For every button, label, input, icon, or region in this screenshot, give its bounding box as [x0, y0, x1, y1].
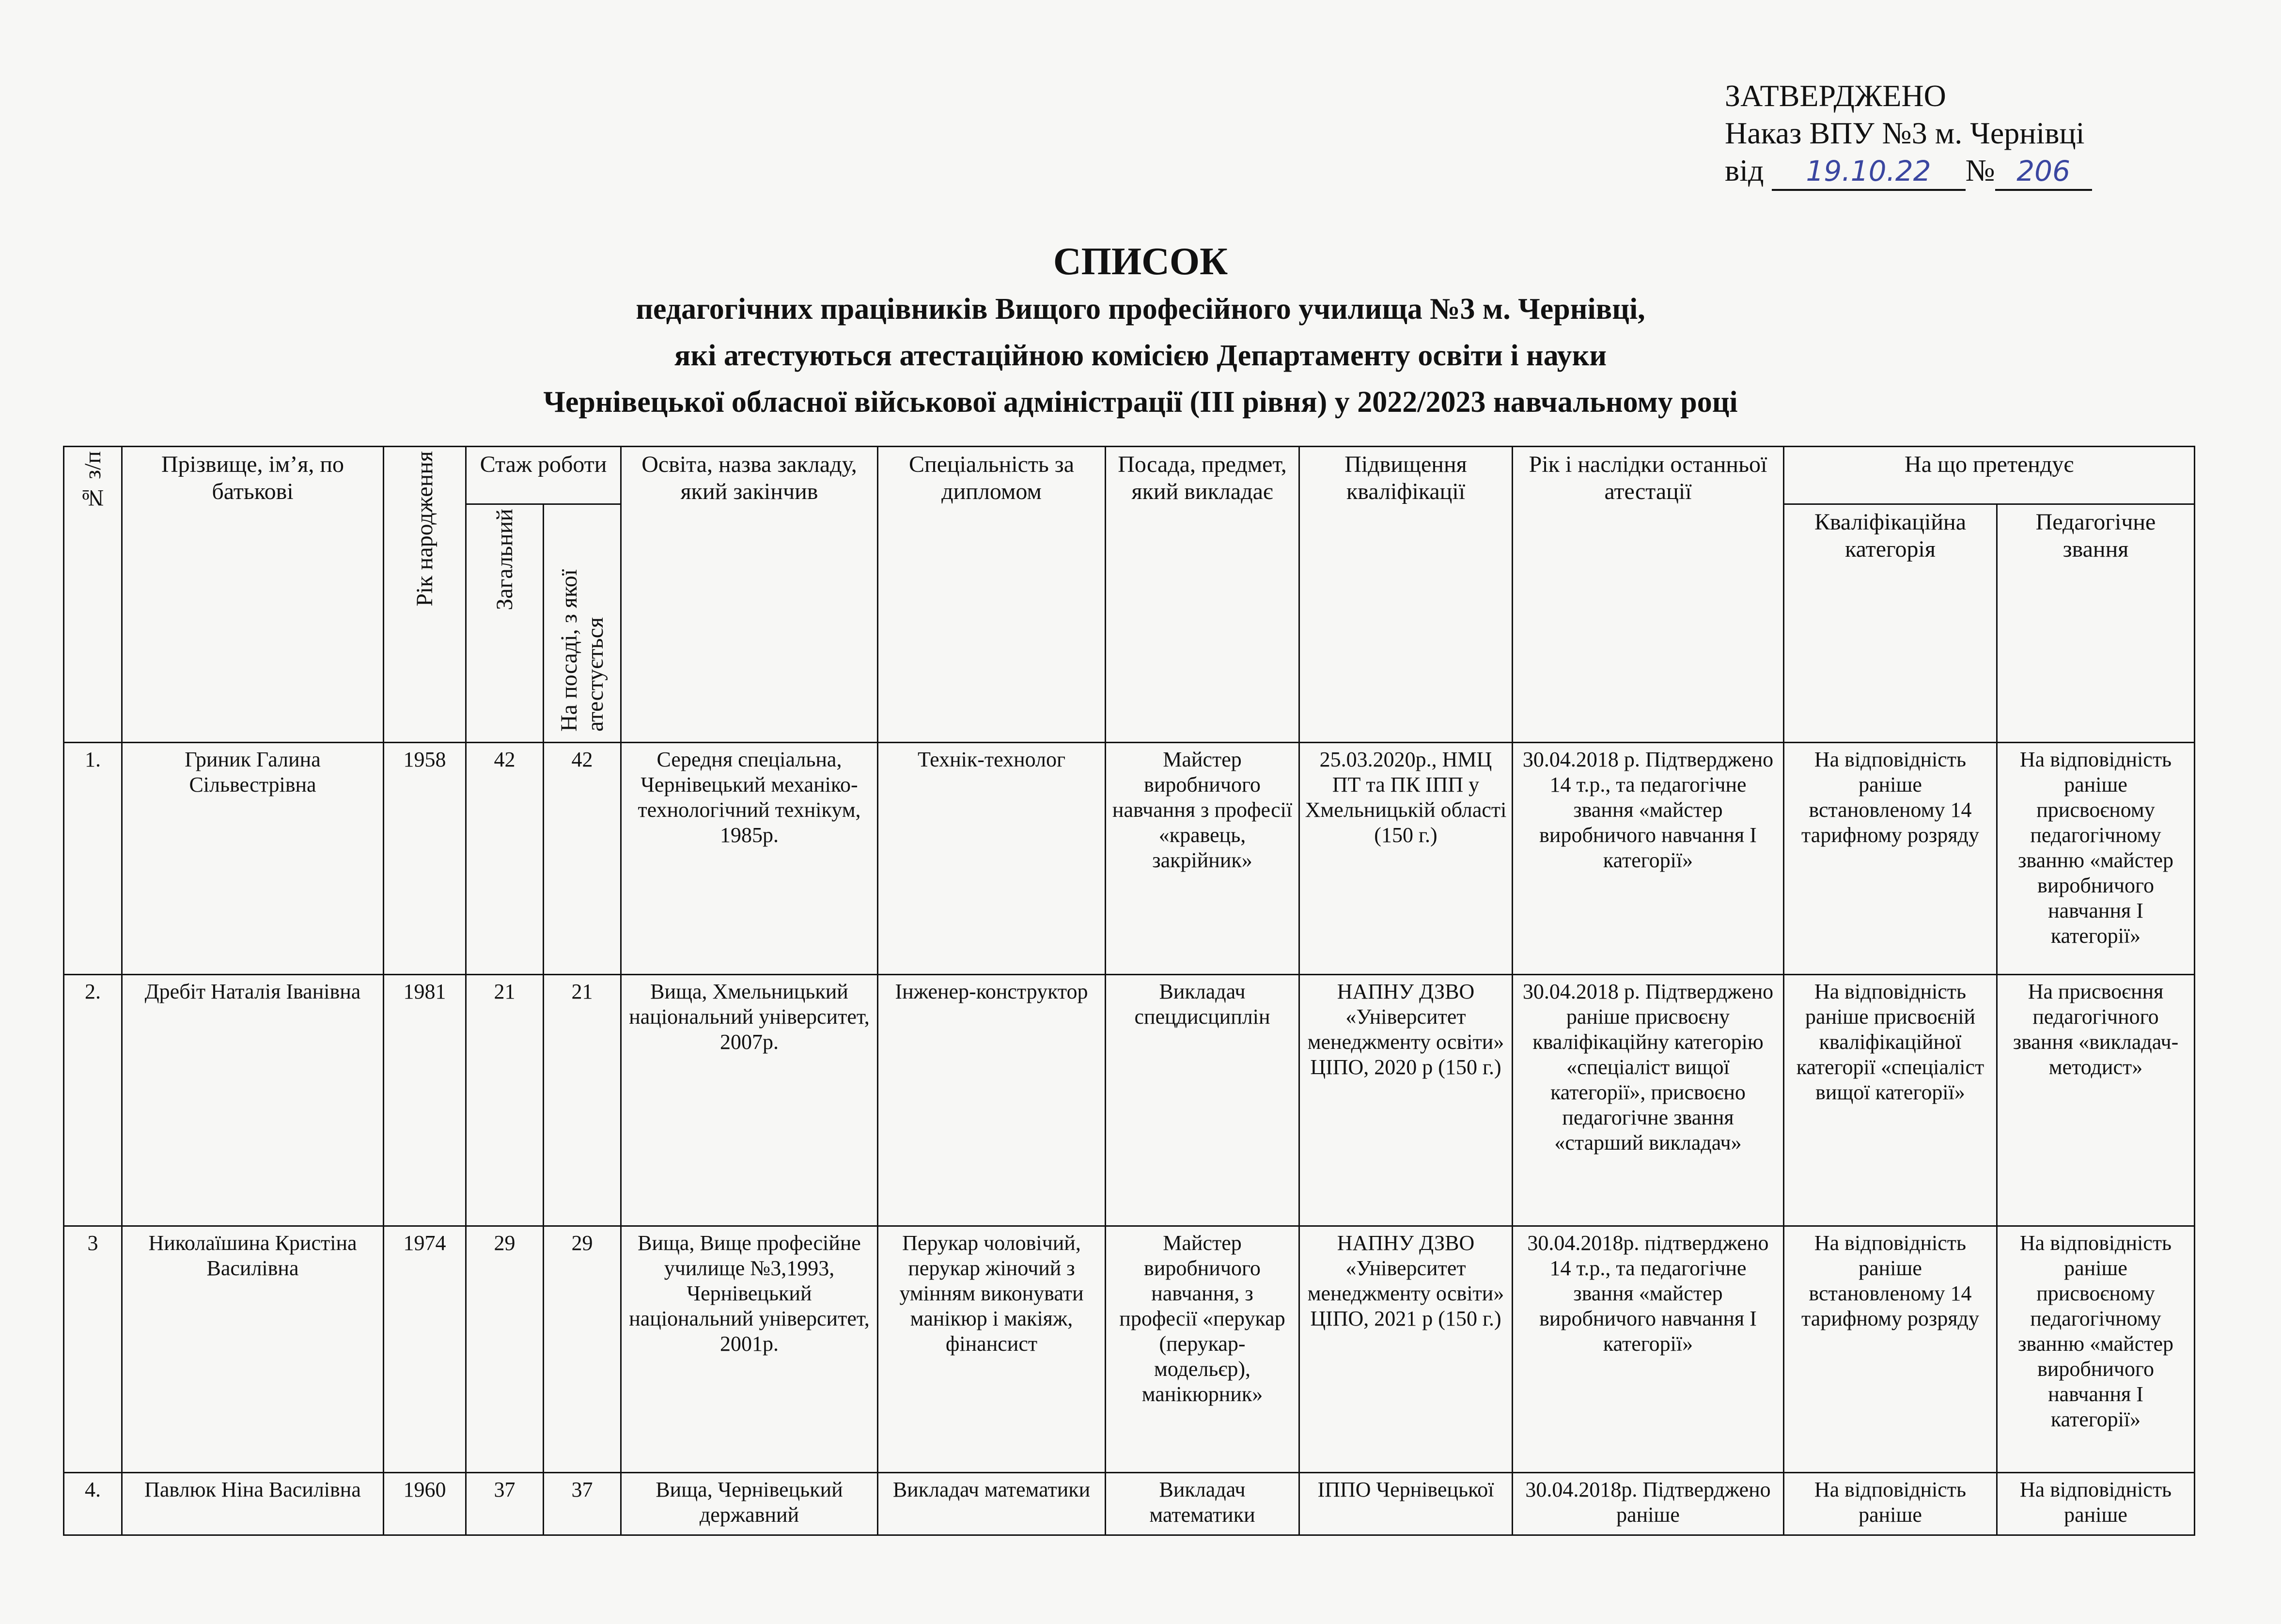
row-exp-position: 21 [544, 975, 621, 1226]
row-exp-total: 29 [466, 1226, 544, 1473]
row-num: 1. [64, 743, 122, 975]
row-num: 2. [64, 975, 122, 1226]
row-claims-category: На відповідність раніше присвоєній кваліфікаційної категорії «спеціаліст вищої категорії» [1784, 975, 1997, 1226]
header-claims: На що претендує [1784, 447, 2195, 504]
row-exp-total: 42 [466, 743, 544, 975]
header-birth: Рік народження [384, 447, 466, 743]
row-last-attestation: 30.04.2018 р. Підтверджено раніше присвоєну кваліфікаційну категорію «спеціаліст вищої категорії», присвоєно педагогічне звання «старший викладач» [1513, 975, 1784, 1226]
approved-label: ЗАТВЕРДЖЕНО [1725, 78, 1946, 113]
table-row [64, 743, 2195, 975]
row-last-attestation: 30.04.2018р. підтверджено 14 т.р., та педагогічне звання «майстер виробничого навчання І категорії» [1513, 1226, 1784, 1473]
row-num: 3 [64, 1226, 122, 1473]
row-name: Гриник Галина Сільвестрівна [122, 743, 384, 975]
row-name: Павлюк Ніна Василівна [122, 1473, 384, 1535]
staff-table [63, 446, 2195, 1536]
header-claims-category: Кваліфікаційна категорія [1784, 504, 1997, 743]
row-claims-title: На відповідність раніше присвоєному педагогічному званню «майстер виробничого навчання І категорії» [1997, 1226, 2195, 1473]
header-exp-position: На посаді, з якої атестується [544, 504, 621, 743]
title-line-2: які атестуються атестаційною комісією Департаменту освіти і науки [674, 339, 1607, 372]
row-name: Дребіт Наталія Іванівна [122, 975, 384, 1226]
table-row [64, 1226, 2195, 1473]
row-claims-category: На відповідність раніше встановленому 14 тарифному розряду [1784, 743, 1997, 975]
header-claims-title: Педагогічне звання [1997, 504, 2195, 743]
row-education: Середня спеціальна, Чернівецький механіко-технологічний технікум, 1985р. [621, 743, 878, 975]
order-number: 206 [2016, 154, 2070, 187]
row-claims-category: На відповідність раніше встановленому 14 тарифному розряду [1784, 1226, 1997, 1473]
document-title [0, 237, 2281, 425]
header-num: № з/п [64, 447, 122, 743]
row-birth: 1960 [384, 1473, 466, 1535]
order-label: Наказ ВПУ №3 м. Чернівці [1725, 115, 2085, 150]
row-qualification: НАПНУ ДЗВО «Університет менеджменту освіти» ЦІПО, 2020 р (150 г.) [1299, 975, 1513, 1226]
header-specialty: Спеціальність за дипломом [878, 447, 1106, 743]
header-qualification: Підвищення кваліфікації [1299, 447, 1513, 743]
row-specialty: Викладач математики [878, 1473, 1106, 1535]
row-birth: 1974 [384, 1226, 466, 1473]
title-line-1: педагогічних працівників Вищого професійного училища №3 м. Чернівці, [636, 293, 1645, 326]
header-education: Освіта, назва закладу, який закінчив [621, 447, 878, 743]
row-birth: 1958 [384, 743, 466, 975]
order-date: 19.10.22 [1806, 154, 1931, 187]
row-specialty: Технік-технолог [878, 743, 1106, 975]
row-exp-total: 21 [466, 975, 544, 1226]
row-claims-category: На відповідність раніше [1784, 1473, 1997, 1535]
header-experience: Стаж роботи [466, 447, 621, 504]
row-education: Вища, Вище професійне училище №3,1993, Чернівецький національний університет, 2001р. [621, 1226, 878, 1473]
row-education: Вища, Хмельницький національний університет, 2007р. [621, 975, 878, 1226]
row-education: Вища, Чернівецький державний [621, 1473, 878, 1535]
order-date-line [1725, 152, 2092, 191]
row-qualification: ІППО Чернівецької [1299, 1473, 1513, 1535]
table-row [64, 1473, 2195, 1535]
header-name: Прізвище, ім’я, по батькові [122, 447, 384, 743]
title-line-3: Чернівецької обласної військової адміністрації (ІІІ рівня) у 2022/2023 навчальному році [543, 386, 1738, 419]
title-main: СПИСОК [1053, 240, 1228, 283]
row-specialty: Інженер-конструктор [878, 975, 1106, 1226]
row-exp-total: 37 [466, 1473, 544, 1535]
row-last-attestation: 30.04.2018 р. Підтверджено 14 т.р., та педагогічне звання «майстер виробничого навчання І категорії» [1513, 743, 1784, 975]
header-position: Посада, предмет, який викладає [1106, 447, 1299, 743]
row-qualification: 25.03.2020р., НМЦ ПТ та ПК ІПП у Хмельницькій області (150 г.) [1299, 743, 1513, 975]
table-row [64, 975, 2195, 1226]
from-label: від [1725, 153, 1764, 187]
row-position: Викладач математики [1106, 1473, 1299, 1535]
row-position: Майстер виробничого навчання, з професії «перукар (перукар-модельєр), манікюрник» [1106, 1226, 1299, 1473]
row-specialty: Перукар чоловічий, перукар жіночий з умінням виконувати манікюр і макіяж, фінансист [878, 1226, 1106, 1473]
approval-stamp [1725, 78, 2092, 191]
row-claims-title: На присвоєння педагогічного звання «викладач-методист» [1997, 975, 2195, 1226]
row-qualification: НАПНУ ДЗВО «Університет менеджменту освіти» ЦІПО, 2021 р (150 г.) [1299, 1226, 1513, 1473]
header-last-attestation: Рік і наслідки останньої атестації [1513, 447, 1784, 743]
row-exp-position: 37 [544, 1473, 621, 1535]
row-position: Майстер виробничого навчання з професії «кравець, закрійник» [1106, 743, 1299, 975]
row-position: Викладач спецдисциплін [1106, 975, 1299, 1226]
header-exp-total: Загальний [466, 504, 544, 743]
row-claims-title: На відповідність раніше [1997, 1473, 2195, 1535]
row-name: Николаїшина Кристіна Василівна [122, 1226, 384, 1473]
row-birth: 1981 [384, 975, 466, 1226]
row-claims-title: На відповідність раніше присвоєному педагогічному званню «майстер виробничого навчання І категорії» [1997, 743, 2195, 975]
number-label: № [1965, 153, 1995, 187]
row-num: 4. [64, 1473, 122, 1535]
row-exp-position: 42 [544, 743, 621, 975]
row-exp-position: 29 [544, 1226, 621, 1473]
row-last-attestation: 30.04.2018р. Підтверджено раніше [1513, 1473, 1784, 1535]
